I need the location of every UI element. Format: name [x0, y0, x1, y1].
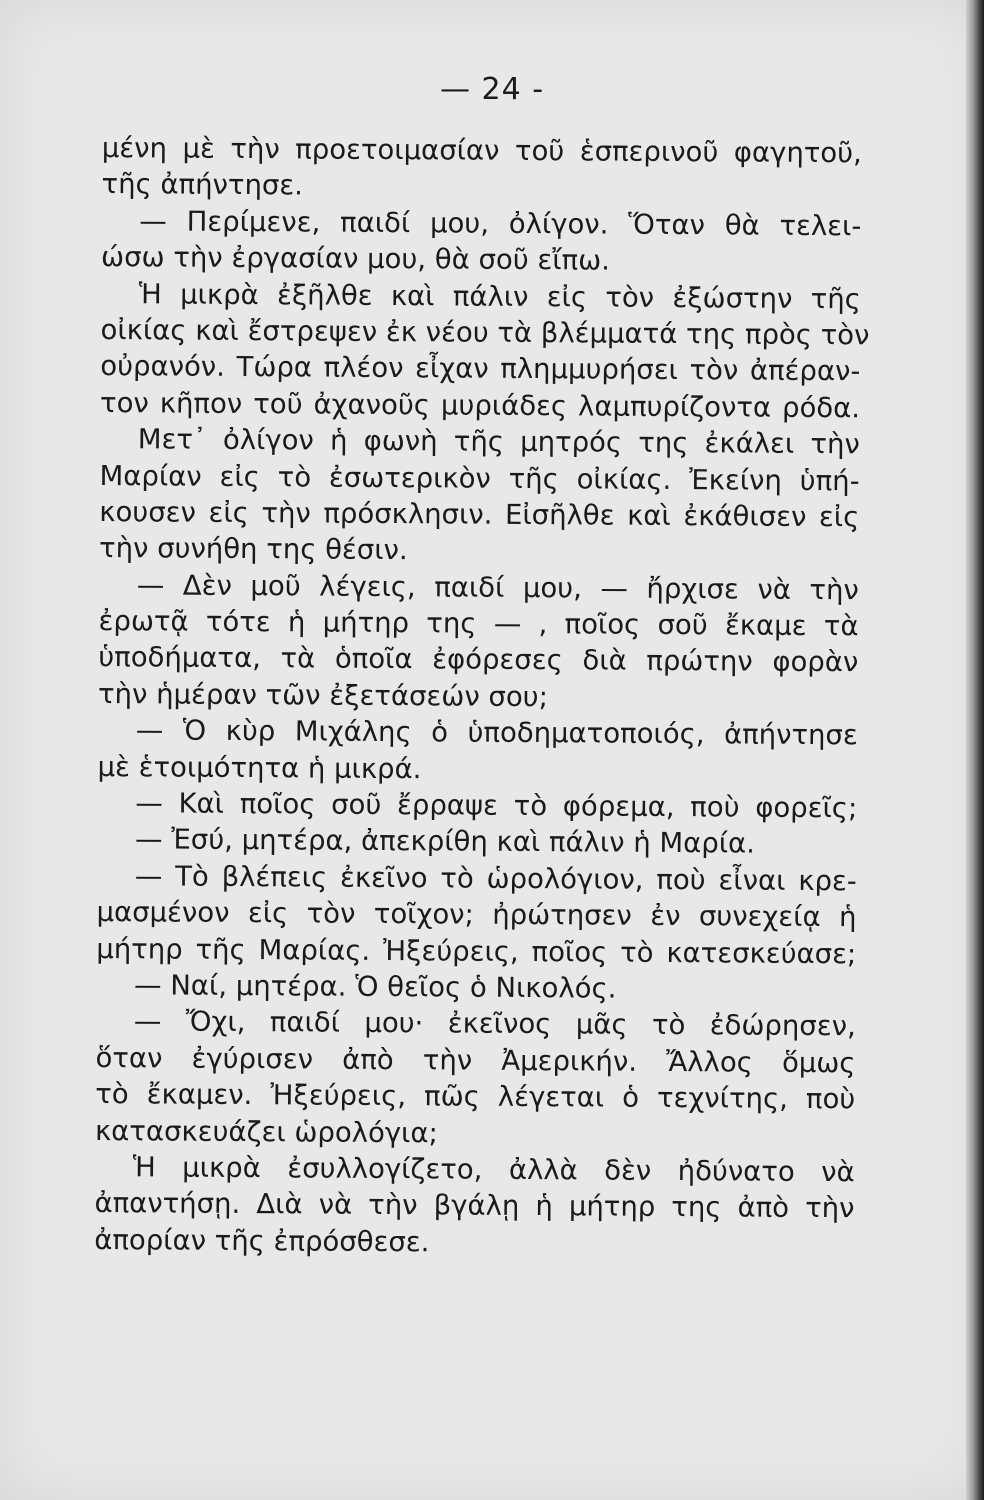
text-line: Ἡ μικρὰ ἐξῆλθε καὶ πάλιν εἰς τὸν ἐξώστην τῆς	[138, 277, 861, 315]
text-line: τὴν συνήθη της θέσιν.	[98, 532, 408, 567]
text-line: ώσω τὴν ἐργασίαν μου, θὰ σοῦ εἴπω.	[101, 241, 611, 277]
text-line: ἀπορίαν τῆς ἐπρόσθεσε.	[94, 1223, 430, 1259]
text-line: τὴν ἡμέραν τῶν ἐξετάσεών σου;	[97, 677, 549, 713]
text-line: — Ὄχι, παιδί μου· ἐκεῖνος μᾶς τὸ ἐδώρησεν,	[133, 1005, 856, 1043]
text-line: οἰκίας καὶ ἔστρεψεν ἐκ νέου τὰ βλέμματά της πρὸς τὸν	[100, 313, 870, 352]
text-line: οὐρανόν. Τώρα πλέον εἶχαν πλημμυρήσει τὸν ἀπέραν-	[100, 350, 861, 388]
text-line: μὲ ἑτοιμότητα ἡ μικρά.	[97, 750, 422, 785]
text-line: Μετ᾽ ὀλίγον ἡ φωνὴ τῆς μητρός της ἐκάλει τὴν	[137, 423, 860, 461]
text-line: Μαρίαν εἰς τὸ ἐσωτερικὸν τῆς οἰκίας. Ἐκείνη ὑπή-	[99, 459, 860, 497]
text-line: — Ἐσύ, μητέρα, ἀπεκρίθη καὶ πάλιν ἡ Μαρία.	[134, 823, 756, 860]
body-text	[94, 130, 870, 1263]
text-line: τον κῆπον τοῦ ἀχανοῦς μυριάδες λαμπυρίζοντα ρόδα.	[99, 386, 861, 425]
text-line: μήτηρ τῆς Μαρίας. Ἠξεύρεις, ποῖος τὸ κατεσκεύασε;	[96, 932, 857, 970]
text-line: — Ὁ κὺρ Μιχάλης ὁ ὑποδηματοποιός, ἀπήντησε	[135, 714, 858, 752]
page-number: — 24 -	[439, 72, 545, 107]
text-line: — Καὶ ποῖος σοῦ ἔρραψε τὸ φόρεμα, ποὺ φορεῖς;	[135, 787, 858, 825]
text-line: τῆς ἀπήντησε.	[101, 168, 304, 202]
text-line: — Δὲν μοῦ λέγεις, παιδί μου, — ἤρχισε νὰ τὴν	[136, 568, 859, 606]
book-spine-edge	[966, 0, 984, 1500]
text-line: — Ναί, μητέρα. Ὁ θεῖος ὁ Νικολός.	[133, 969, 617, 1005]
text-line: — Τὸ βλέπεις ἐκεῖνο τὸ ὡρολόγιον, ποὺ εἶναι κρε-	[134, 860, 857, 898]
text-line: τὸ ἔκαμεν. Ἠξεύρεις, πῶς λέγεται ὁ τεχνίτης, ποὺ	[95, 1078, 856, 1116]
text-line: ὅταν ἐγύρισεν ἀπὸ τὴν Ἀμερικήν. Ἄλλος ὅμως	[95, 1041, 856, 1080]
text-line: κουσεν εἰς τὴν πρόσκλησιν. Εἰσῆλθε καὶ ἐκάθισεν εἰς	[99, 495, 860, 534]
text-line: μασμένον εἰς τὸν τοῖχον; ἠρώτησεν ἐν συνεχείᾳ ἡ	[96, 896, 857, 934]
text-line: μένη μὲ τὴν προετοιμασίαν τοῦ ἑσπερινοῦ φαγητοῦ,	[101, 131, 862, 170]
text-line: ἐρωτᾷ τότε ἡ μήτηρ της — , ποῖος σοῦ ἔκαμε τὰ	[98, 605, 859, 643]
text-line: Ἡ μικρὰ ἐσυλλογίζετο, ἀλλὰ δὲν ἠδύνατο νὰ	[132, 1151, 855, 1189]
text-line: — Περίμενε, παιδί μου, ὀλίγον. Ὅταν θὰ τελει-	[139, 205, 862, 243]
text-line: ἀπαντήσῃ. Διὰ νὰ τὴν βγάλῃ ἡ μήτηρ της ἀπὸ τὴν	[94, 1187, 855, 1225]
text-line: κατασκευάζει ὡρολόγια;	[94, 1114, 438, 1149]
text-line: ὑποδήματα, τὰ ὁποῖα ἐφόρεσες διὰ πρώτην φορὰν	[98, 641, 859, 679]
